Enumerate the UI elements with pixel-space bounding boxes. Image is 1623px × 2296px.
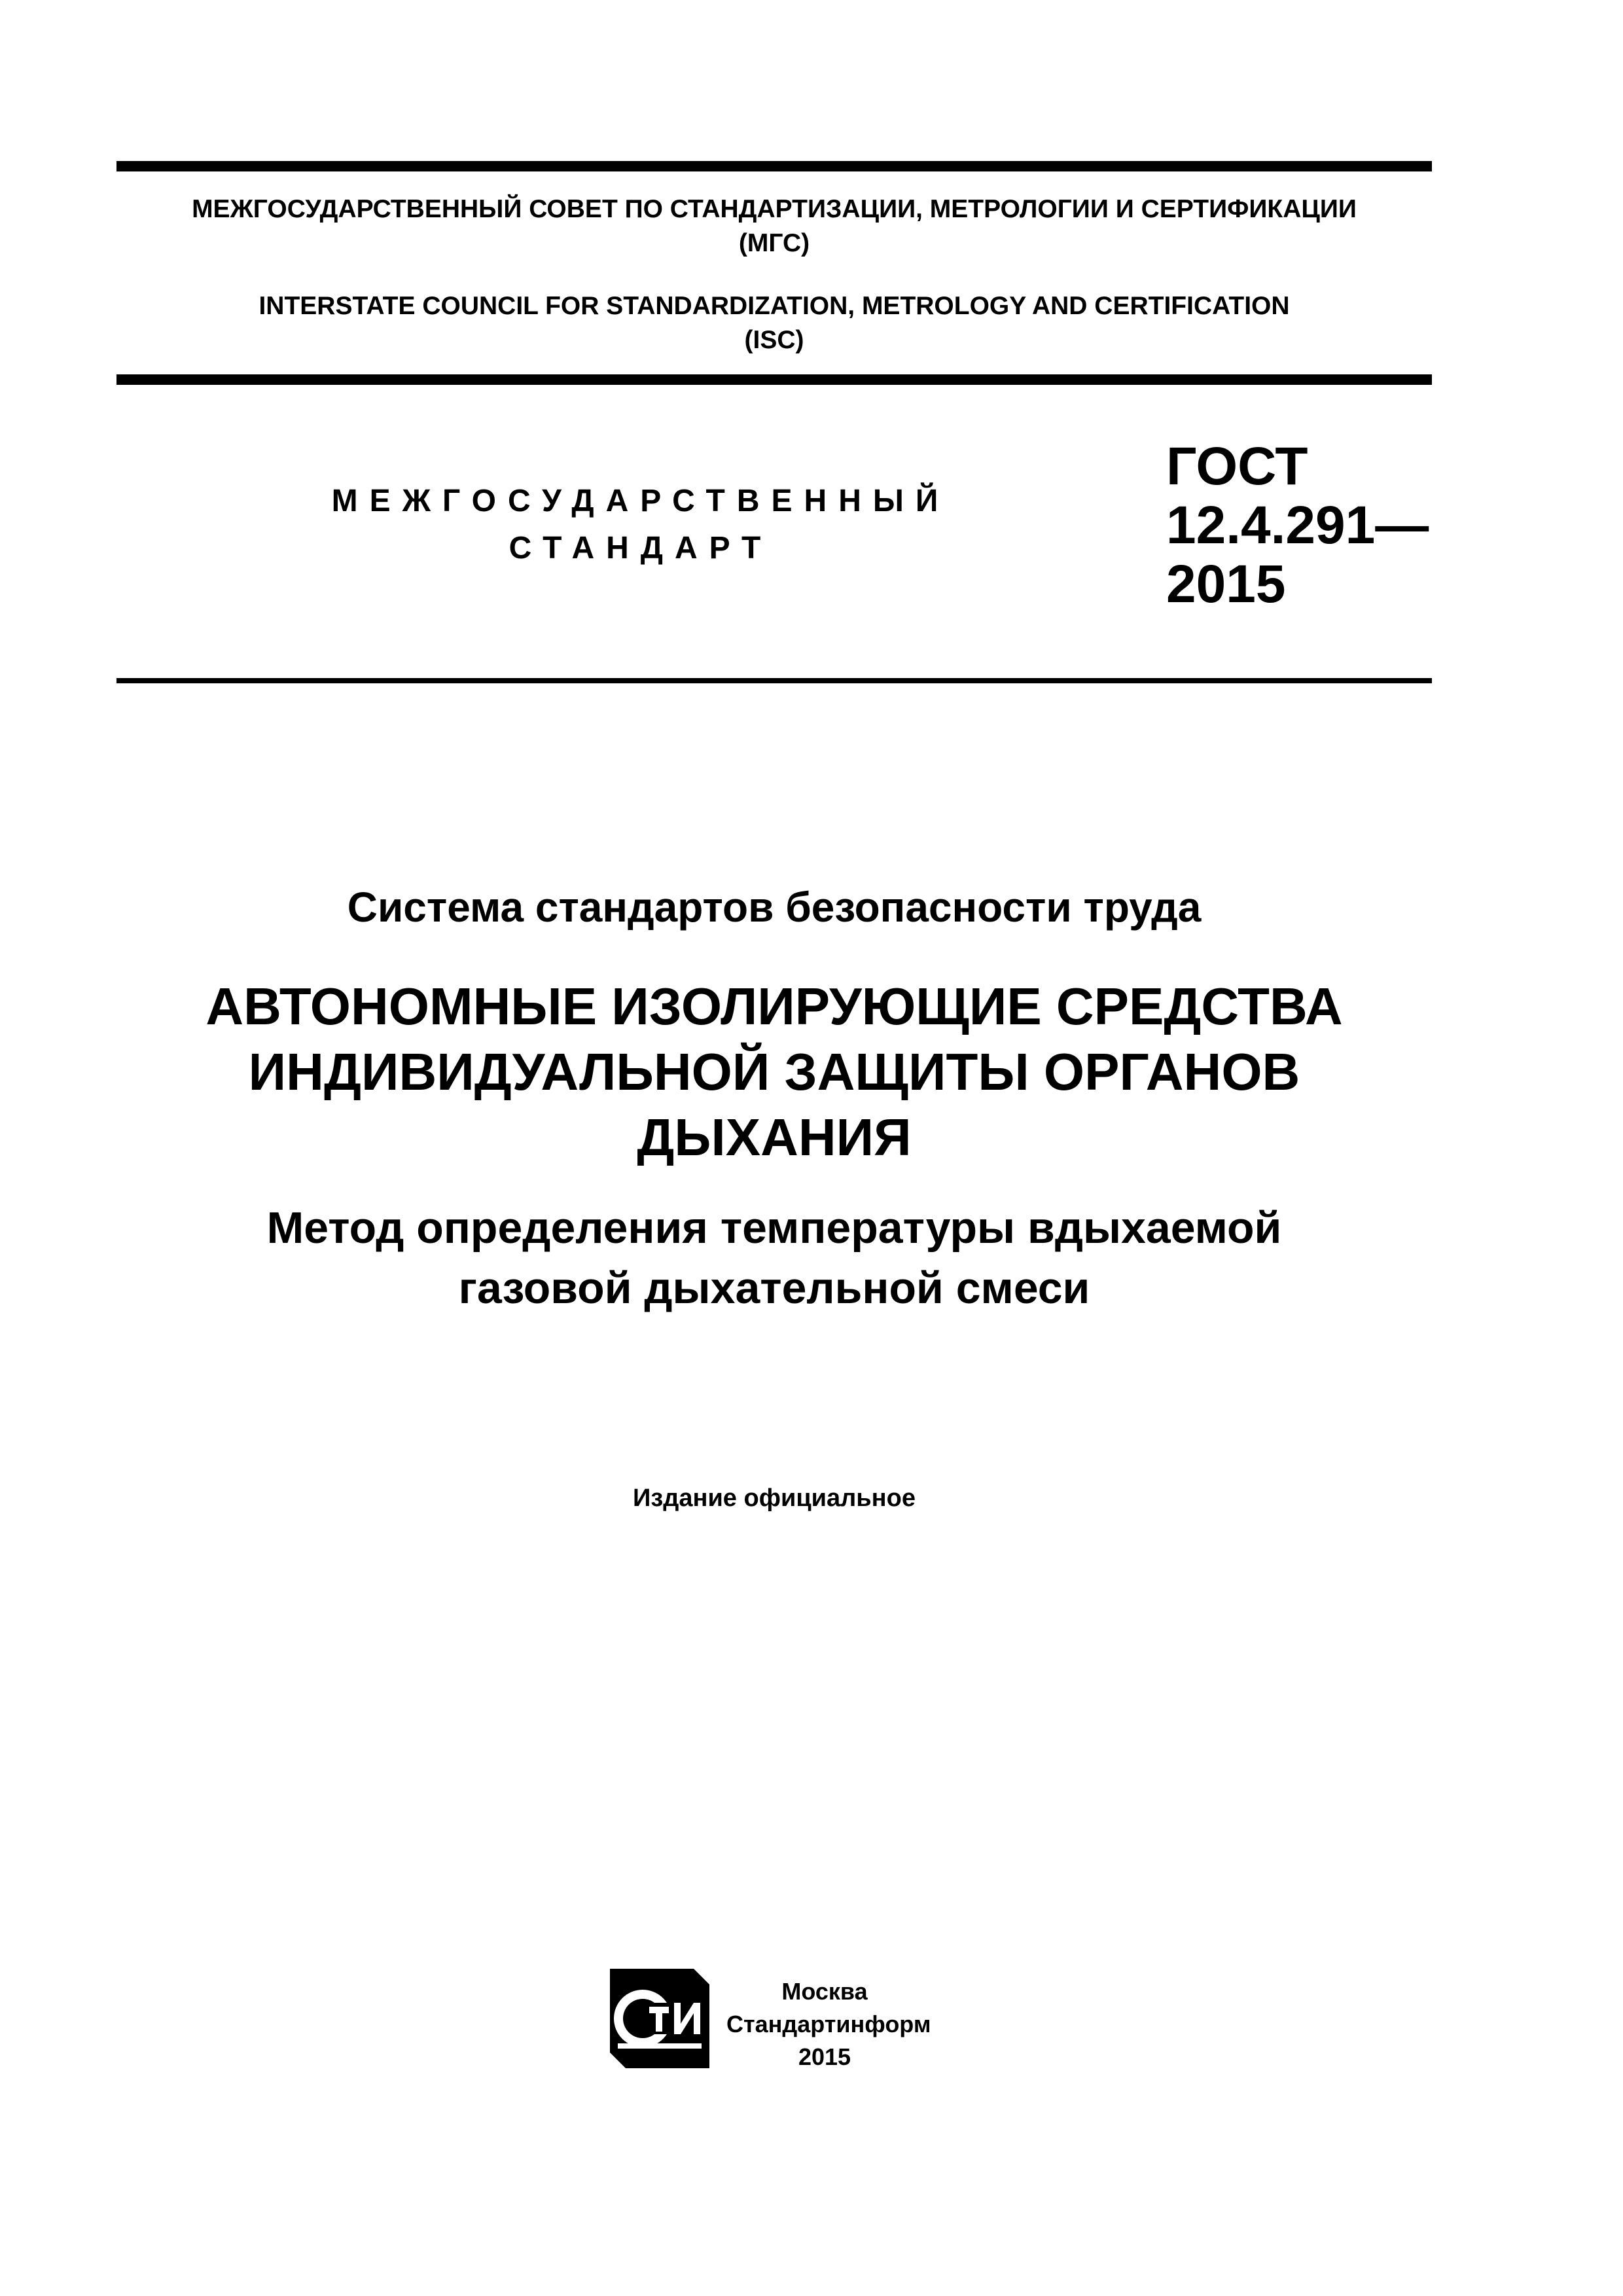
document-title — [116, 974, 1432, 1170]
standard-kind — [262, 478, 1008, 572]
publisher-info — [726, 1975, 931, 2073]
document-title-line2: ИНДИВИДУАЛЬНОЙ ЗАЩИТЫ ОРГАНОВ — [248, 1043, 1300, 1101]
publisher-city: Москва — [781, 1978, 868, 2005]
council-name-ru — [116, 192, 1432, 260]
standard-kind-line1: МЕЖГОСУДАРСТВЕННЫЙ — [331, 484, 950, 518]
document-title-line3: ДЫХАНИЯ — [637, 1108, 912, 1166]
standard-number — [1166, 437, 1429, 614]
publisher-year: 2015 — [798, 2043, 851, 2070]
document-subtitle-line2: газовой дыхательной смеси — [458, 1263, 1090, 1313]
document-subtitle-line1: Метод определения температуры вдыхаемой — [266, 1203, 1282, 1253]
edition-label: Издание официальное — [633, 1484, 916, 1512]
council-name-en-line: INTERSTATE COUNCIL FOR STANDARDIZATION, METROLOGY AND CERTIFICATION — [259, 292, 1290, 320]
document-title-line1: АВТОНОМНЫЕ ИЗОЛИРУЮЩИЕ СРЕДСТВА — [205, 977, 1343, 1035]
publisher-name: Стандартинформ — [726, 2011, 931, 2037]
top-rule — [116, 161, 1432, 171]
bottom-rule — [116, 678, 1432, 683]
standard-number-prefix: ГОСТ — [1166, 437, 1308, 496]
standard-number-code: 12.4.291— — [1166, 495, 1429, 555]
standard-series: Система стандартов безопасности труда — [347, 884, 1202, 931]
standartinform-logo-icon — [607, 1966, 712, 2071]
council-name-en — [116, 289, 1432, 357]
middle-rule — [116, 374, 1432, 385]
standard-number-year: 2015 — [1166, 554, 1286, 614]
council-abbr-en: (ISC) — [744, 326, 804, 354]
council-abbr-ru: (МГС) — [738, 229, 810, 257]
council-name-ru-line: МЕЖГОСУДАРСТВЕННЫЙ СОВЕТ ПО СТАНДАРТИЗАЦИИ, МЕТРОЛОГИИ И СЕРТИФИКАЦИИ — [192, 195, 1357, 223]
document-subtitle — [116, 1198, 1432, 1318]
standard-kind-line2: СТАНДАРТ — [508, 531, 773, 565]
